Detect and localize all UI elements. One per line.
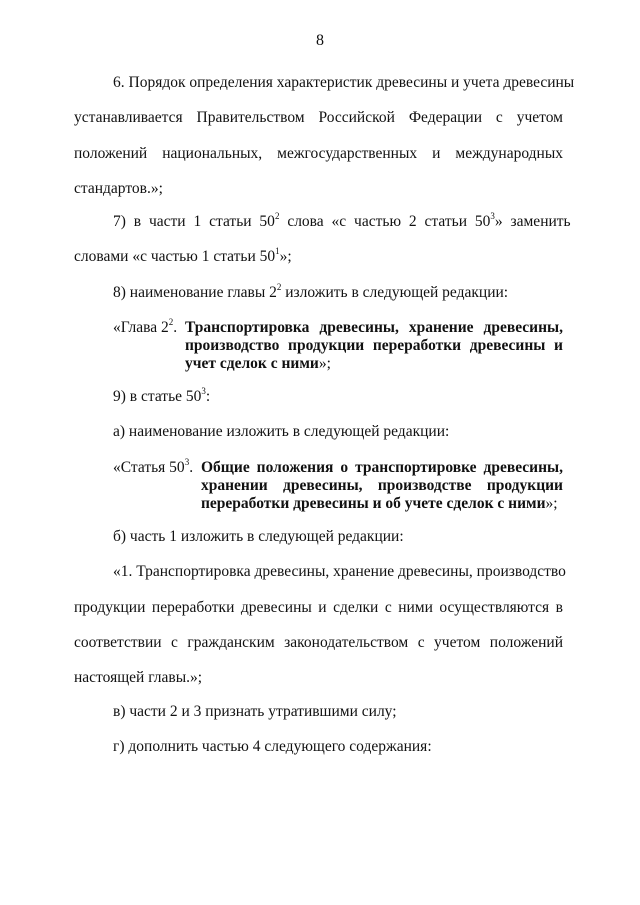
chapter-title-line-3: учет сделок с ними»; (185, 355, 331, 372)
page-number: 8 (316, 32, 324, 49)
subparagraph-b: б) часть 1 изложить в следующей редакции: (113, 528, 404, 545)
paragraph-8: 8) наименование главы $2^2$ изложить в следующей редакции: (113, 282, 509, 301)
paragraph-7-line-1: 7) в части 1 статьи $50^2$ слова «с частью 2 статьи $50^3$» заменить (113, 211, 571, 230)
article-title-line-2: хранении древесины, производстве продукции (201, 477, 563, 494)
paragraph-6-line-2: устанавливается Правительством Российской Федерации с учетом (74, 109, 563, 126)
subparagraph-a: а) наименование изложить в следующей редакции: (113, 423, 450, 440)
quote-1-line-3: соответствии с гражданским законодательством с учетом положений (74, 634, 563, 651)
paragraph-9: 9) в статье $50^3$: (113, 386, 211, 405)
chapter-title-line-2: производство продукции переработки древесины и (185, 337, 563, 354)
quote-1-line-1: «1. Транспортировка древесины, хранение древесины, производство (113, 563, 566, 580)
chapter-title-line-1: Транспортировка древесины, хранение древесины, (185, 319, 563, 336)
paragraph-6-line-4: стандартов.»; (74, 180, 163, 197)
article-label: «Статья $50^3$. (113, 457, 194, 476)
paragraph-6-line-1: 6. Порядок определения характеристик древесины и учета древесины (113, 74, 575, 91)
subparagraph-g: г) дополнить частью 4 следующего содержания: (113, 738, 432, 755)
chapter-label: «Глава $2^2$. (113, 317, 178, 336)
quote-1-line-4: настоящей главы.»; (74, 669, 203, 686)
paragraph-6-line-3: положений национальных, межгосударственных и международных (74, 145, 563, 162)
paragraph-7-line-2: словами «с частью 1 статьи $50^1$»; (74, 246, 292, 265)
article-title-line-1: Общие положения о транспортировке древесины, (201, 459, 563, 476)
subparagraph-v: в) части 2 и 3 признать утратившими силу; (113, 703, 397, 720)
quote-1-line-2: продукции переработки древесины и сделки с ними осуществляются в (74, 599, 563, 616)
article-title-line-3: переработки древесины и об учете сделок с ними»; (201, 495, 558, 512)
